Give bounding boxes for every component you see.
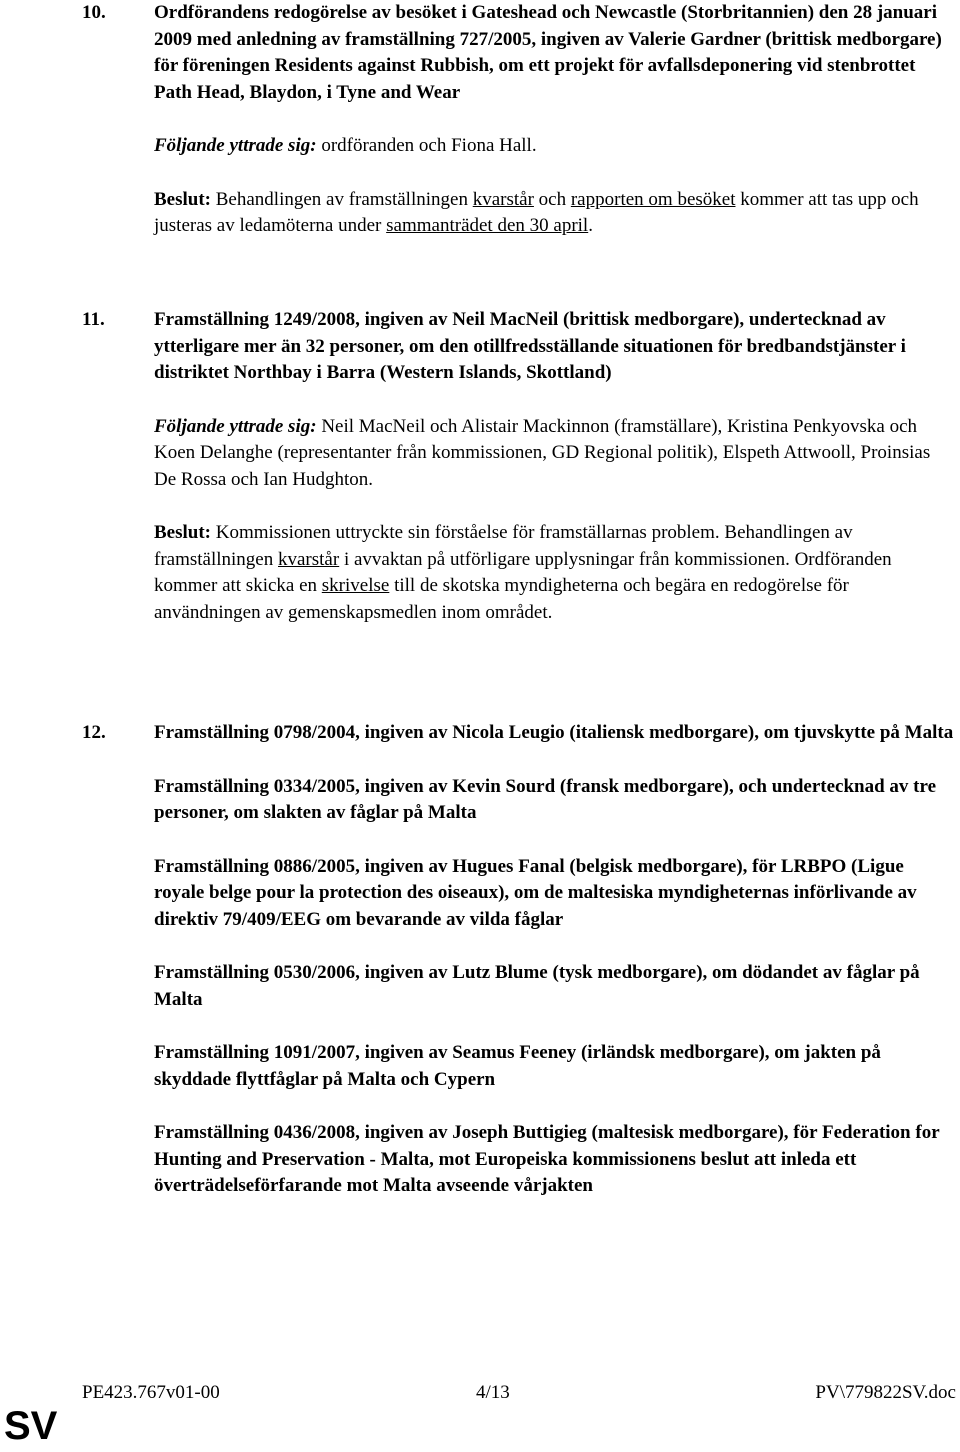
decision-label: Beslut: xyxy=(154,188,211,210)
decision-text: i avvaktan på utförligare upplysningar från kommissionen. Ordföranden kommer att skicka en xyxy=(154,548,892,596)
speakers-text: Neil MacNeil och Alistair Mackinnon (framställare), Kristina Penkyovska och Koen Delanghe (representanter från kommissionen, GD Regional politik), Elspeth Attwooll, Proinsias De Rossa och Ian Hudghton. xyxy=(154,415,931,490)
item-number-12: 12. xyxy=(82,722,106,743)
decision-text: Kommissionen uttryckte sin förståelse för framställarnas problem. Behandlingen av framställningen xyxy=(154,522,853,570)
item-number-11: 11. xyxy=(82,309,105,330)
underlined-term: skrivelse xyxy=(321,575,390,596)
decision-text: . xyxy=(588,215,593,236)
item-number-10: 10. xyxy=(82,2,106,23)
decision-text: och xyxy=(533,188,571,210)
underlined-term: kvarstår xyxy=(472,188,534,210)
decision-text: kommer att tas upp och justeras av ledamöterna under xyxy=(154,188,919,236)
decision-paragraph xyxy=(154,187,954,240)
petition-heading: Framställning 1091/2007, ingiven av Seamus Feeney (irländsk medborgare), om jakten på skyddade flyttfåglar på Malta och Cypern xyxy=(154,1042,881,1090)
petition-heading: Framställning 0530/2006, ingiven av Lutz Blume (tysk medborgare), om dödandet av fåglar på Malta xyxy=(154,962,920,1010)
underlined-term: kvarstår xyxy=(278,548,340,570)
section-10 xyxy=(154,0,954,240)
section-heading: Framställning 1249/2008, ingiven av Neil MacNeil (brittisk medborgare), undertecknad av ytterligare mer än 32 personer, om den otillfredsställande situationen för bredbandstjänster i distriktet Northbay i Barra (Western Islands, Skottland) xyxy=(154,309,906,383)
petition-heading: Framställning 0334/2005, ingiven av Kevin Sourd (fransk medborgare), och undertecknad av tre personer, om slakten av fåglar på Malta xyxy=(154,775,937,823)
language-code: SV xyxy=(4,1404,58,1448)
file-name: PV\779822SV.doc xyxy=(815,1382,956,1403)
underlined-term: sammanträdet den 30 april xyxy=(386,215,589,236)
petition-heading: Framställning 0798/2004, ingiven av Nicola Leugio (italiensk medborgare), om tjuvskytte på Malta xyxy=(154,722,954,743)
speakers-label: Följande yttrade sig: xyxy=(154,415,317,437)
speakers-text: ordföranden och Fiona Hall. xyxy=(316,135,537,156)
section-heading: Ordförandens redogörelse av besöket i Gateshead och Newcastle (Storbritannien) den 28 januari 2009 med anledning av framställning 727/2005, ingiven av Valerie Gardner (brittisk medborgare) för föreningen Residents against Rubbish, om ett projekt för avfallsdeponering vid stenbrottet Path Head, Blaydon, i Tyne and Wear xyxy=(154,2,942,103)
speakers-line xyxy=(154,414,954,494)
page-number: 4/13 xyxy=(476,1382,510,1403)
decision-paragraph xyxy=(154,520,954,626)
petition-heading: Framställning 0886/2005, ingiven av Hugues Fanal (belgisk medborgare), för LRBPO (Ligue royale belge pour la protection des oiseaux), om de maltesiska myndigheternas införlivande av direktiv 79/409/EEG om bevarande av vilda fåglar xyxy=(154,855,917,930)
page-footer xyxy=(82,1380,958,1410)
decision-text: Behandlingen av framställningen xyxy=(211,188,473,210)
speakers-label: Följande yttrade sig: xyxy=(154,135,317,156)
petition-heading: Framställning 0436/2008, ingiven av Joseph Buttigieg (maltesisk medborgare), för Federation for Hunting and Preservation - Malta, mot Europeiska kommissionens beslut att inleda ett överträdelseförfarande mot Malta avseende vårjakten xyxy=(154,1122,940,1196)
underlined-term: rapporten om besöket xyxy=(570,188,736,210)
section-11 xyxy=(154,307,954,626)
section-12 xyxy=(154,720,954,1200)
document-reference: PE423.767v01-00 xyxy=(82,1382,220,1403)
decision-text: till de skotska myndigheterna och begära en redogörelse för användningen av gemenskapsmedlen inom området. xyxy=(154,575,849,623)
decision-label: Beslut: xyxy=(154,522,211,543)
speakers-line xyxy=(154,133,954,160)
